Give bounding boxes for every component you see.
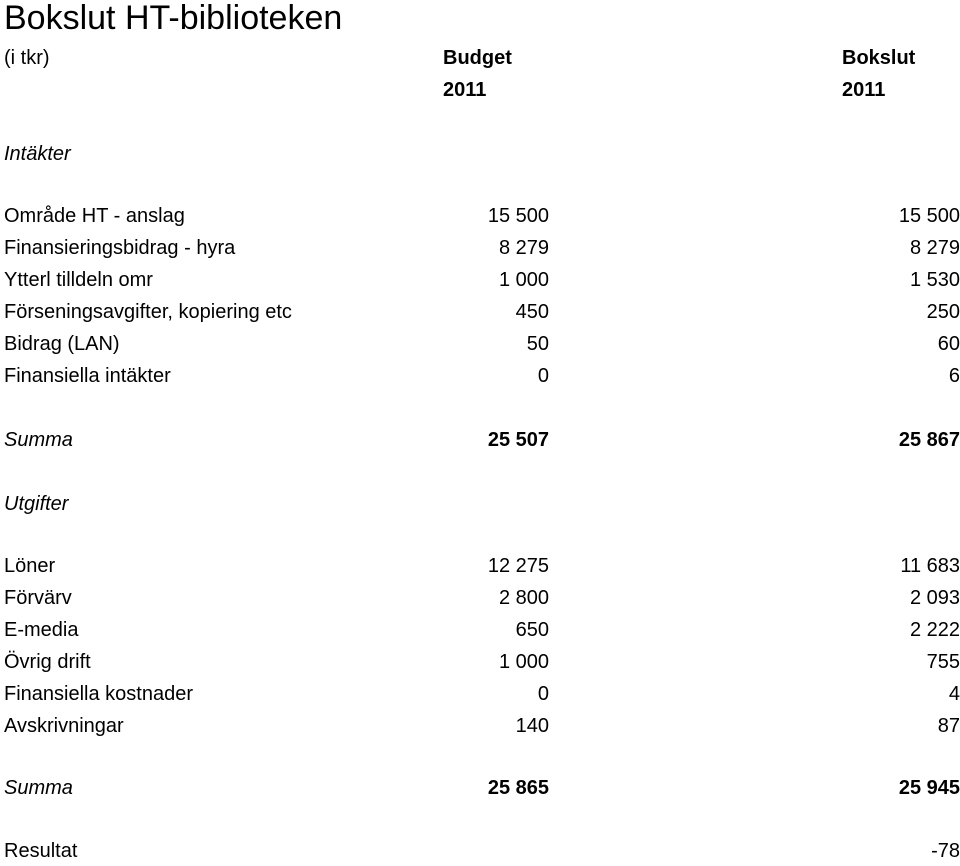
table-row (0, 679, 960, 709)
bokslut-header: Bokslut (842, 47, 916, 69)
budget-value: 450 (515, 301, 549, 323)
row-label: Förseningsavgifter, kopiering etc (4, 301, 292, 323)
bokslut-value: 11 683 (900, 555, 960, 577)
income-heading: Intäkter (4, 143, 71, 165)
table-row (0, 551, 960, 581)
row-label: Bidrag (LAN) (4, 333, 120, 355)
table-row (0, 361, 960, 391)
expenses-heading: Utgifter (4, 493, 69, 515)
bokslut-value: 4 (948, 683, 960, 705)
row-label: Övrig drift (4, 651, 91, 673)
budget-value: 0 (537, 683, 549, 705)
section-heading (0, 139, 960, 169)
row-label: Finansieringsbidrag - hyra (4, 237, 236, 259)
expenses-sum-label: Summa (4, 777, 73, 799)
bokslut-value: 1 530 (909, 269, 960, 291)
result-label: Resultat (4, 840, 78, 862)
sum-row (0, 425, 960, 455)
bokslut-year: 2011 (842, 79, 886, 101)
table-row (0, 201, 960, 231)
budget-value: 2 800 (498, 587, 549, 609)
budget-value: 1 000 (498, 651, 549, 673)
row-label: Förvärv (4, 587, 72, 609)
budget-value: 140 (515, 715, 549, 737)
expenses-sum-budget: 25 865 (487, 777, 549, 799)
sum-row (0, 773, 960, 803)
bokslut-value: 15 500 (898, 205, 960, 227)
bokslut-value: 755 (926, 651, 960, 673)
bokslut-value: 87 (937, 715, 960, 737)
income-sum-budget: 25 507 (487, 429, 549, 451)
table-row (0, 583, 960, 613)
bokslut-value: 2 222 (909, 619, 960, 641)
budget-value: 12 275 (487, 555, 549, 577)
budget-value: 0 (537, 365, 549, 387)
page-title: Bokslut HT-biblioteken (4, 0, 343, 37)
bokslut-value: 6 (948, 365, 960, 387)
table-row (0, 329, 960, 359)
row-label: E-media (4, 619, 79, 641)
table-row (0, 297, 960, 327)
table-row (0, 265, 960, 295)
budget-value: 8 279 (498, 237, 549, 259)
budget-value: 15 500 (487, 205, 549, 227)
budget-value: 1 000 (498, 269, 549, 291)
expenses-sum-bokslut: 25 945 (898, 777, 960, 799)
section-heading (0, 489, 960, 519)
budget-value: 50 (526, 333, 549, 355)
row-label: Finansiella intäkter (4, 365, 171, 387)
row-label: Löner (4, 555, 56, 577)
table-row (0, 647, 960, 677)
unit-label: (i tkr) (4, 47, 50, 69)
result-bokslut: -78 (931, 840, 960, 862)
bokslut-value: 8 279 (909, 237, 960, 259)
budget-value: 650 (515, 619, 549, 641)
income-sum-bokslut: 25 867 (898, 429, 960, 451)
bokslut-value: 250 (926, 301, 960, 323)
table-row (0, 233, 960, 263)
budget-year: 2011 (443, 79, 487, 101)
bokslut-value: 2 093 (909, 587, 960, 609)
row-label: Ytterl tilldeln omr (4, 269, 153, 291)
row-label: Område HT - anslag (4, 205, 185, 227)
table-row (0, 711, 960, 741)
row-label: Finansiella kostnader (4, 683, 193, 705)
income-sum-label: Summa (4, 429, 73, 451)
table-row (0, 615, 960, 645)
column-header-row (0, 43, 960, 73)
column-year-row (0, 75, 960, 105)
row-label: Avskrivningar (4, 715, 124, 737)
budget-header: Budget (443, 47, 512, 69)
bokslut-value: 60 (937, 333, 960, 355)
